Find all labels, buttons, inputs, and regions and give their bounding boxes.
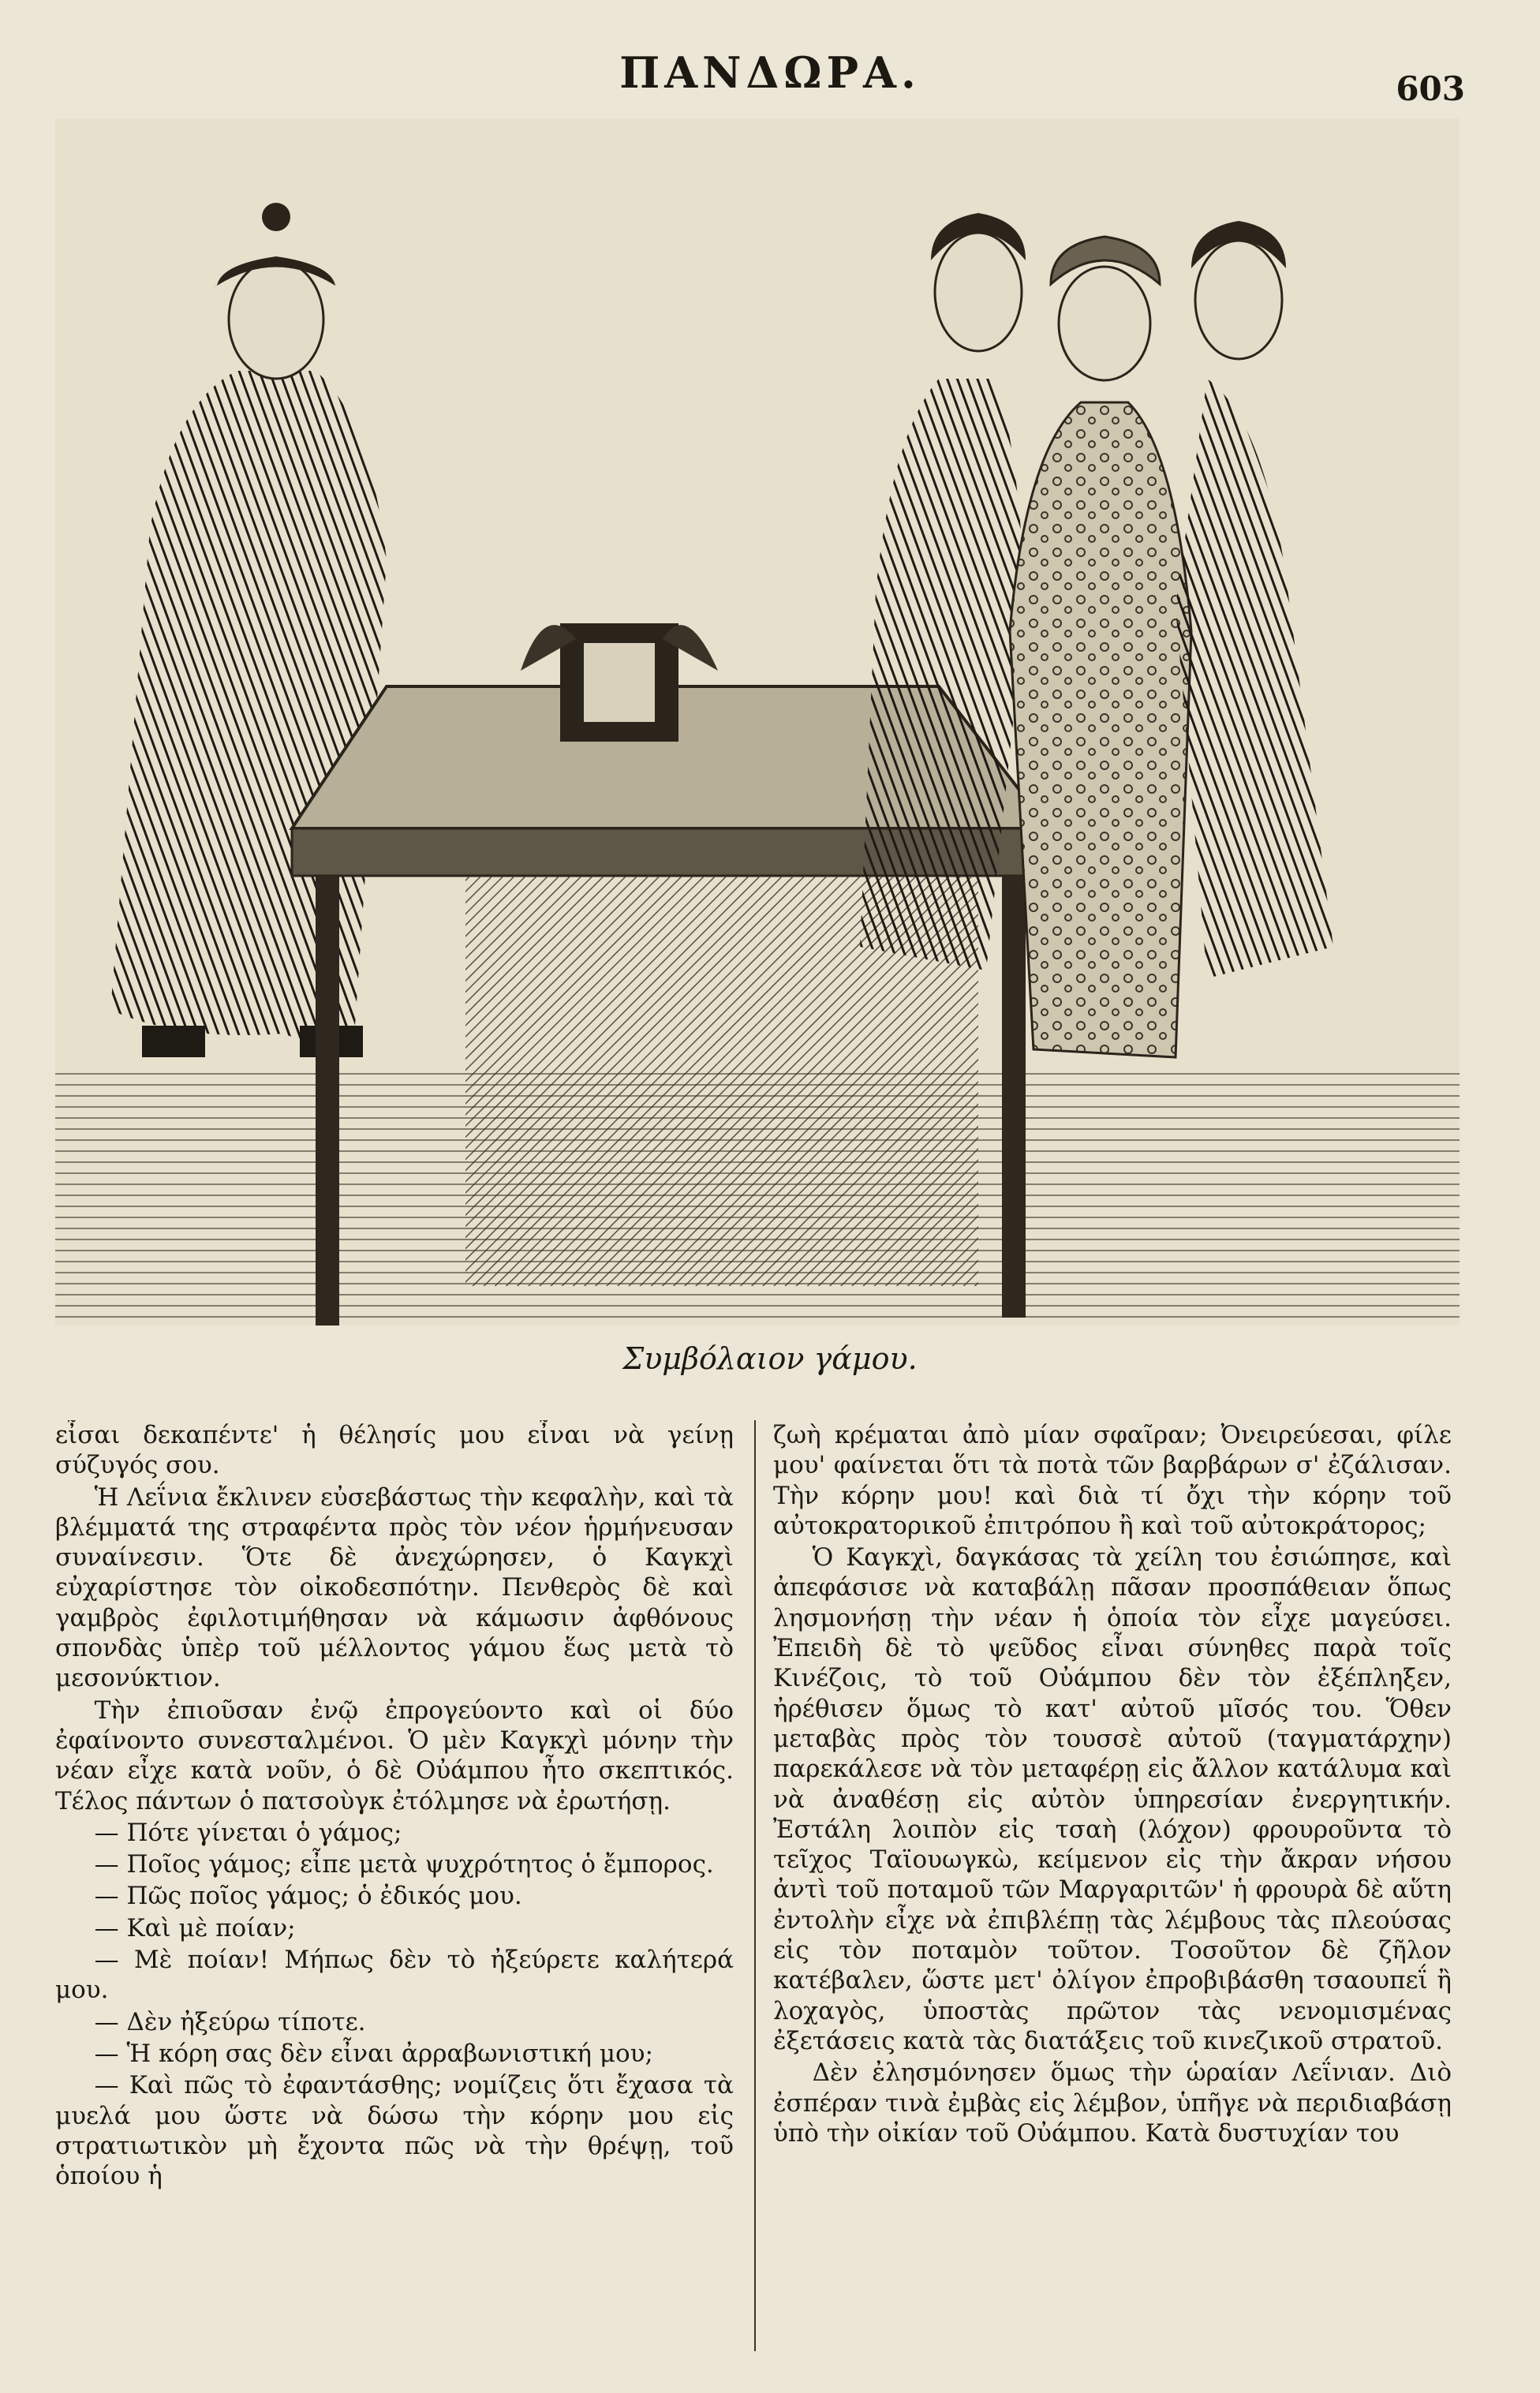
- engraving-illustration: [55, 118, 1460, 1325]
- dialogue-line: — Πῶς ποῖος γάμος; ὁ ἐδικός μου.: [94, 1882, 522, 1911]
- paragraph: Τὴν ἐπιοῦσαν ἐνῷ ἐπρογεύοντο καὶ οἱ δύο ἐφαίνοντο συνεσταλμένοι. Ὁ μὲν Καγκχὶ μόνην τὴν νέαν εἶχε κατὰ νοῦν, ὁ δὲ Οὐάμπου ἦτο σκεπτικός. Τέλος πάντων ὁ πατσοὺγκ ἐτόλμησε νὰ ἐρωτήσῃ.: [55, 1696, 734, 1815]
- left-column: [55, 1420, 734, 2351]
- paragraph: Ὁ Καγκχὶ, δαγκάσας τὰ χείλη του ἐσιώπησε, καὶ ἀπεφάσισε νὰ καταβάλῃ πᾶσαν προσπάθειαν ὅπως λησμονήσῃ τὴν νέαν ἡ ὁποία τὸν εἶχε μαγεύσει. Ἐπειδὴ δὲ τὸ ψεῦδος εἶναι σύνηθες παρὰ τοῖς Κινέζοις, τὸ τοῦ Οὐάμπου δὲν τὸν ἐξέπληξεν, ἠρέθισεν ὅμως τὸ κατ' αὐτοῦ μῖσός του. Ὅθεν μεταβὰς πρὸς τὸν τουσσὲ αὐτοῦ (ταγματάρχην) παρεκάλεσε νὰ τὸν μεταφέρῃ εἰς ἄλλον κατάλυμα καὶ νὰ ἀναθέσῃ εἰς αὐτὸν ὑπηρεσίαν ἐνεργητικήν. Ἐστάλη λοιπὸν εἰς τσαὴ (λόχον) φρουροῦντα τὸ τεῖχος Ταϊουωγκὼ, κείμενον εἰς τὴν ἄκραν νήσου ἀντὶ τοῦ ποταμοῦ τῶν Μαργαριτῶν' ἡ φρουρὰ δὲ αὕτη ἐντολὴν εἶχε νὰ ἐπιβλέπῃ τὰς λέμβους τὰς πλεούσας εἰς τὸν ποταμὸν τοῦτον. Τοσοῦτον δὲ ζῆλον κατέβαλεν, ὥστε μετ' ὀλίγον ἐπροβιβάσθη τσαουπεΐ ἢ λοχαγὸς, ὑποστὰς πρῶτον τὰς νενομισμένας ἐξετάσεις κατὰ τὰς διατάξεις τοῦ κινεζικοῦ στρατοῦ.: [773, 1543, 1452, 2055]
- dialogue-line: — Ποῖος γάμος; εἶπε μετὰ ψυχρότητος ὁ ἔμπορος.: [94, 1850, 714, 1879]
- page-number: 603: [1396, 69, 1465, 108]
- dialogue-line: — Μὲ ποίαν! Μήπως δὲν τὸ ἠξεύρετε καλήτερά μου.: [55, 1946, 734, 2005]
- masthead-title: ΠΑΝΔΩΡΑ.: [619, 47, 921, 98]
- paragraph: ζωὴ κρέμαται ἀπὸ μίαν σφαῖραν; Ὀνειρεύεσαι, φίλε μου' φαίνεται ὅτι τὰ ποτὰ τῶν βαρβάρων σ' ἐζάλισαν. Τὴν κόρην μου! καὶ διὰ τί ὄχι τὴν κόρην τοῦ αὐτοκρατορικοῦ ἐπιτρόπου ἢ καὶ τοῦ αὐτοκράτορος;: [773, 1421, 1452, 1540]
- dialogue-line: — Καὶ μὲ ποίαν;: [94, 1913, 296, 1942]
- article-columns: [55, 1420, 1475, 2351]
- paragraph: Ἡ Λεΐνια ἔκλινεν εὐσεβάστως τὴν κεφαλὴν, καὶ τὰ βλέμματά της στραφέντα πρὸς τὸν νέον ἡρμήνευσαν συναίνεσιν. Ὅτε δὲ ἀνεχώρησεν, ὁ Καγκχὶ εὐχαρίστησε τὸν οἰκοδεσπότην. Πενθερὸς δὲ καὶ γαμβρὸς ἐφιλοτιμήθησαν νὰ κάμωσιν ἀφθόνους σπονδὰς ὑπὲρ τοῦ μέλλοντος γάμου ἕως μετὰ τὸ μεσονύκτιον.: [55, 1483, 734, 1693]
- dialogue-line: — Ἡ κόρη σας δὲν εἶναι ἀρραβωνιστική μου;: [94, 2039, 653, 2068]
- dialogue-line: — Καὶ πῶς τὸ ἐφαντάσθης; νομίζεις ὅτι ἔχασα τὰ μυελά μου ὥστε νὰ δώσω τὴν κόρην μου εἰς στρατιωτικὸν μὴ ἔχοντα πῶς νὰ τὴν θρέψῃ, τοῦ ὁποίου ἡ: [55, 2071, 734, 2191]
- paragraph: εἶσαι δεκαπέντε' ἡ θέλησίς μου εἶναι νὰ γείνῃ σύζυγός σου.: [55, 1421, 734, 1480]
- dialogue-line: — Πότε γίνεται ὁ γάμος;: [94, 1818, 402, 1847]
- figure-caption: Συμβόλαιον γάμου.: [622, 1341, 918, 1376]
- right-column: [773, 1420, 1452, 2351]
- wedding-party-figures: [860, 213, 1333, 1057]
- paragraph: Δὲν ἐλησμόνησεν ὅμως τὴν ὡραίαν Λεΐνιαν. Διὸ ἐσπέραν τινὰ ἐμβὰς εἰς λέμβον, ὑπῆγε νὰ περιδιαβάσῃ ὑπὸ τὴν οἰκίαν τοῦ Οὐάμπου. Κατὰ δυστυχίαν του: [773, 2058, 1452, 2148]
- column-divider: [754, 1420, 756, 2351]
- standing-man-figure: [110, 203, 387, 1057]
- dialogue-line: — Δὲν ἠξεύρω τίποτε.: [94, 2007, 366, 2036]
